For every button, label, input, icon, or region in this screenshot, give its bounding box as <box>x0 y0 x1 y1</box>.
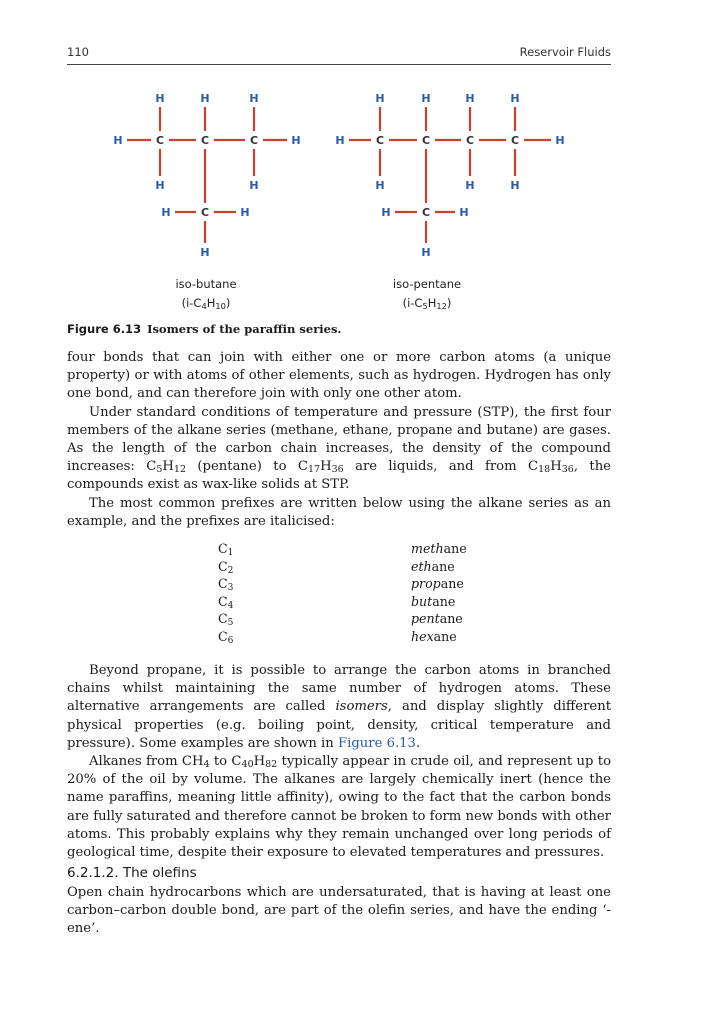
body-text-top <box>67 349 611 531</box>
hydrogen-atom: H <box>113 134 123 147</box>
hydrogen-atom: H <box>421 246 431 259</box>
running-header <box>67 45 611 63</box>
paragraph-bonds: four bonds that can join with either one or more carbon atoms (a unique property) or with atoms of other elements, such as hydrogen. Hydrogen has only one bond, and can therefore join with only one other atom. <box>67 350 611 402</box>
carbon-atom: C <box>421 134 431 147</box>
hydrogen-atom: H <box>240 206 250 219</box>
iso-pentane-name: iso-pentane <box>392 277 462 291</box>
hydrogen-atom: H <box>555 134 565 147</box>
prefix-row <box>218 628 468 646</box>
iso-butane-formula-text: $(i-C_4H_{10})$ <box>181 296 231 311</box>
hydrogen-atom: H <box>465 92 475 105</box>
carbon-atom: C <box>421 206 431 219</box>
prefix-carbon-count: $C_3$ <box>218 576 234 593</box>
prefix-carbon-count: $C_2$ <box>218 558 234 576</box>
prefix-carbon-count: $C_4$ <box>218 593 234 611</box>
prefix-carbon-count: $C_1$ <box>218 541 234 558</box>
section-heading <box>67 865 197 881</box>
prefix-list <box>218 540 468 645</box>
prefix-row <box>218 610 468 628</box>
iso-pentane-formula-text: $(i-C_5H_{12})$ <box>402 296 452 311</box>
hydrogen-atom: H <box>335 134 345 147</box>
carbon-atom: C <box>249 134 259 147</box>
isomer-structures-figure <box>100 85 580 265</box>
iso-butane-name: iso-butane <box>175 277 237 291</box>
hydrogen-atom: H <box>161 206 171 219</box>
hydrogen-atom: H <box>291 134 301 147</box>
hydrogen-atom: H <box>375 179 385 192</box>
iso-pentane-structure <box>335 92 564 259</box>
prefix-carbon-count: $C_5$ <box>218 611 234 628</box>
hydrogen-atom: H <box>510 92 520 105</box>
prefix-carbon-count: $C_6$ <box>218 628 234 646</box>
running-title: Reservoir Fluids <box>519 45 611 59</box>
header-rule <box>67 64 611 65</box>
hydrogen-atom: H <box>200 246 210 259</box>
section-title: The olefins <box>122 865 197 881</box>
prefix-alkane-name: hexane <box>411 628 457 644</box>
prefix-alkane-name: butane <box>411 593 456 609</box>
carbon-atom: C <box>200 206 210 219</box>
hydrogen-atom: H <box>375 92 385 105</box>
body-text-middle <box>67 662 611 862</box>
iso-butane-structure <box>113 92 300 259</box>
hydrogen-atom: H <box>249 179 259 192</box>
hydrogen-atom: H <box>200 92 210 105</box>
prefix-alkane-name: pentane <box>411 611 463 626</box>
carbon-atom: C <box>200 134 210 147</box>
hydrogen-atom: H <box>510 179 520 192</box>
paragraph-stp: Under standard conditions of temperature and pressure (STP), the first four members of the alkane series (methane, ethane, propane and butane) are gases. As the length of the carbon chain increases, the density of the compound increases: $C_5H_{12}$ (pentane) to $C_{17}H_{36}$ are liquids, and from $C_{18}H_{36}$, the compounds exist as wax-like solids at STP. <box>67 404 611 493</box>
paragraph-olefins: Open chain hydrocarbons which are undersaturated, that is having at least one carbon–carbon double bond, are part of the olefin series, and have the ending ‘-ene’. <box>67 885 611 937</box>
carbon-atom: C <box>510 134 520 147</box>
hydrogen-atom: H <box>155 179 165 192</box>
paragraph-isomers: Beyond propane, it is possible to arrange the carbon atoms in branched chains whilst maintaining the same number of hydrogen atoms. These alternative arrangements are called isomers, and display slightly different physical properties (e.g. boiling point, density, critical temperature and pressure). Some examples are shown in Figure 6.13. <box>67 663 611 751</box>
figure-title: Isomers of the paraffin series. <box>147 322 342 336</box>
iso-butane-formula <box>136 296 276 310</box>
prefix-alkane-name: propane <box>411 576 464 591</box>
carbon-atom: C <box>465 134 475 147</box>
paragraph-alkanes-inert: Alkanes from $CH_4$ to $C_{40}H_{82}$ typically appear in crude oil, and represent up to 20% of the oil by volume. The alkanes are largely chemically inert (hence the name paraffins, meaning little affinity), owing to the fact that the carbon bonds are fully saturated and therefore cannot be broken to form new bonds with other atoms. This probably explains why they remain unchanged over long periods of geological time, despite their exposure to elevated temperatures and pressures. <box>67 754 612 861</box>
prefix-alkane-name: methane <box>411 541 467 556</box>
carbon-atom: C <box>375 134 385 147</box>
hydrogen-atom: H <box>421 92 431 105</box>
body-text-bottom <box>67 884 611 939</box>
prefix-row <box>218 593 468 611</box>
section-number: 6.2.1.2. <box>67 865 119 881</box>
figure-caption <box>67 322 341 336</box>
hydrogen-atom: H <box>249 92 259 105</box>
hydrogen-atom: H <box>459 206 469 219</box>
figure-label: Figure 6.13 <box>67 322 142 336</box>
iso-pentane-formula <box>357 296 497 310</box>
prefix-row <box>218 558 468 576</box>
page-number: 110 <box>67 45 89 59</box>
hydrogen-atom: H <box>155 92 165 105</box>
carbon-atom: C <box>155 134 165 147</box>
paragraph-prefixes-intro: The most common prefixes are written below using the alkane series as an example, and the prefixes are italicised: <box>67 495 611 529</box>
prefix-row <box>218 540 468 558</box>
hydrogen-atom: H <box>465 179 475 192</box>
prefix-alkane-name: ethane <box>411 558 455 574</box>
hydrogen-atom: H <box>381 206 391 219</box>
prefix-row <box>218 575 468 593</box>
